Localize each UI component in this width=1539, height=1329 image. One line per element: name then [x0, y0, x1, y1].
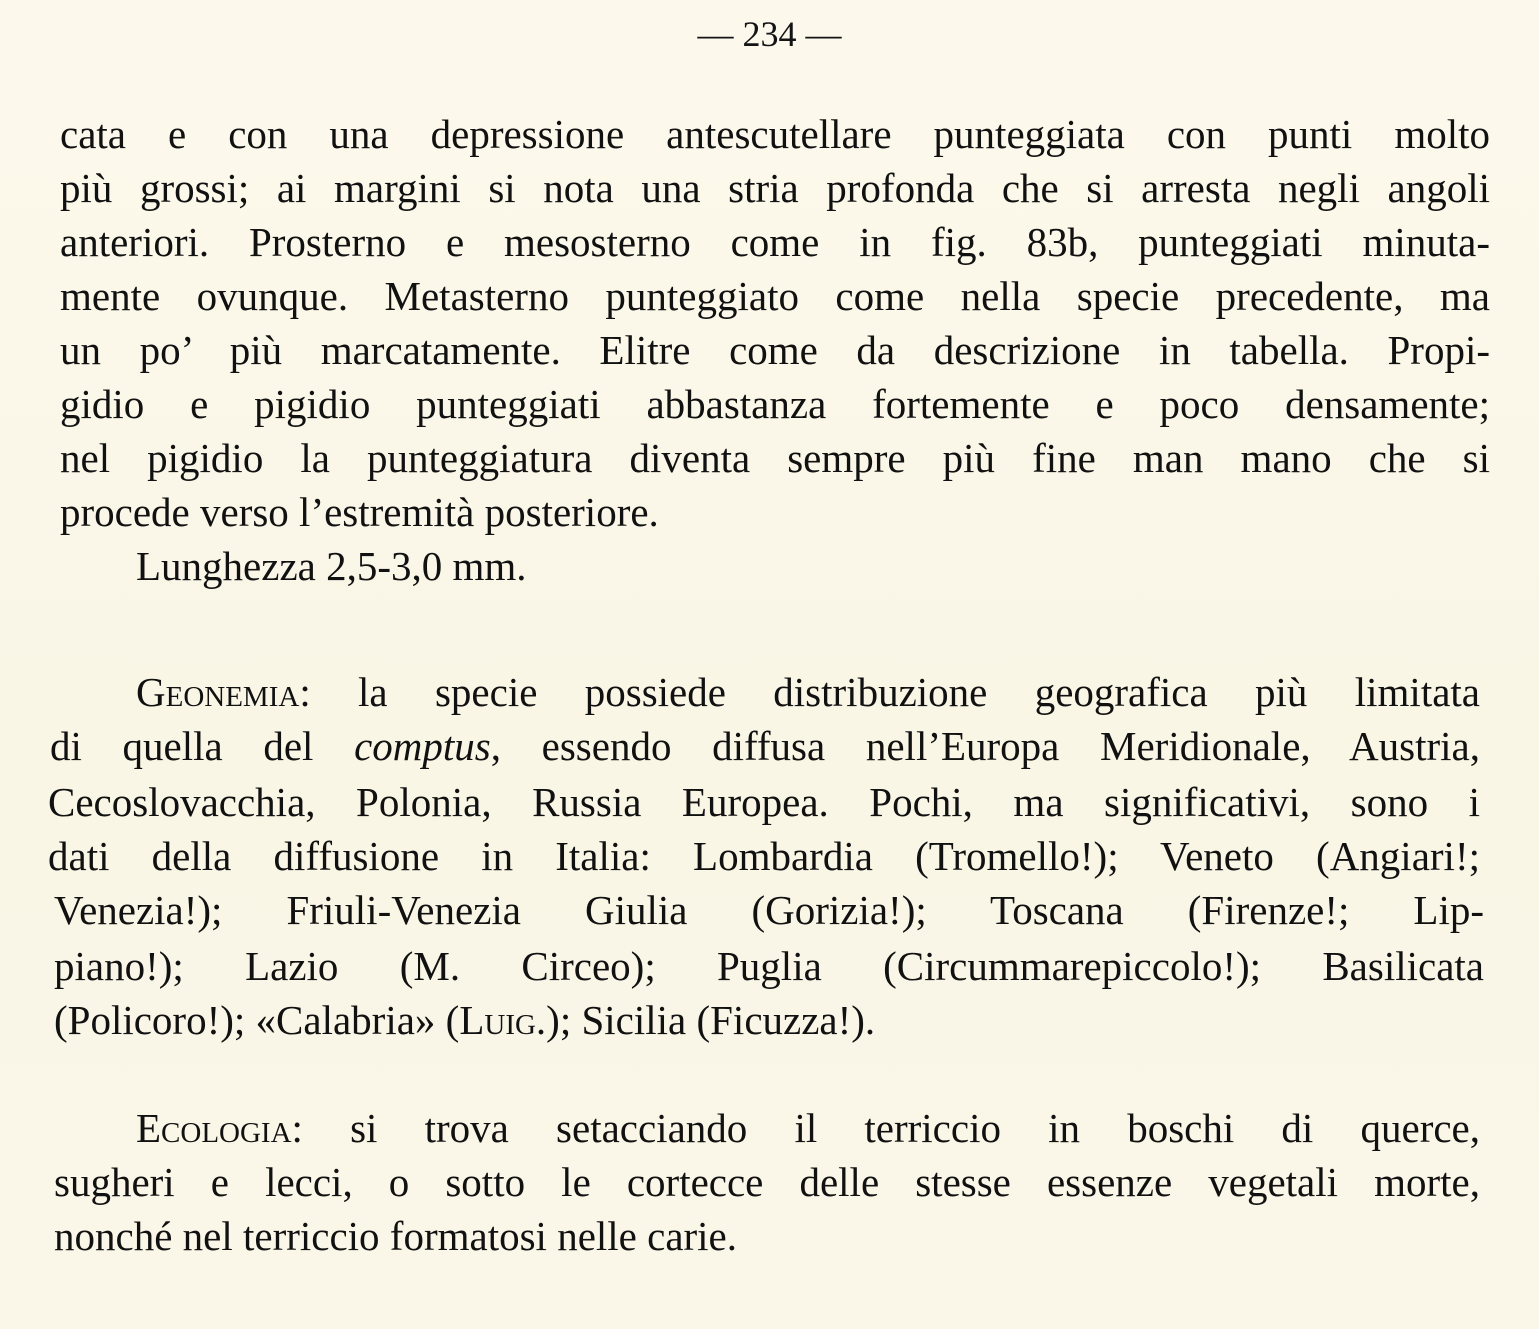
- text-line: nel pigidio la punteggiatura diventa sempre più fine man mano che si: [60, 435, 1490, 481]
- text-line: più grossi; ai margini si nota una stria profonda che si arresta negli angoli: [60, 165, 1490, 211]
- geonemia-heading: Geonemia: [136, 669, 300, 715]
- author-abbreviation: Luig: [459, 997, 536, 1043]
- ecologia-heading: Ecologia: [136, 1105, 292, 1151]
- text-line: sugheri e lecci, o sotto le cortecce delle stesse essenze vegetali morte,: [54, 1159, 1480, 1205]
- text-line: un po’ più marcatamente. Elitre come da descrizione in tabella. Propi-: [60, 327, 1490, 373]
- text-line: nonché nel terriccio formatosi nelle carie.: [54, 1213, 738, 1259]
- text-line: dati della diffusione in Italia: Lombardia (Tromello!); Veneto (Angiari!;: [48, 833, 1480, 879]
- ecologia-first-line: [136, 1100, 1480, 1156]
- geonemia-intro-text: : la specie possiede distribuzione geografica più limitata: [299, 669, 1480, 715]
- text-line: mente ovunque. Metasterno punteggiato come nella specie precedente, ma: [60, 273, 1490, 319]
- text-line: Cecoslovacchia, Polonia, Russia Europea. Pochi, ma significativi, sono i: [48, 779, 1480, 825]
- text-line: procede verso l’estremità posteriore.: [60, 489, 659, 535]
- text-line: cata e con una depressione antescutellare punteggiata con punti molto: [60, 111, 1490, 157]
- page-number: — 234 —: [697, 14, 842, 54]
- geonemia-first-line: [136, 664, 1480, 720]
- geonemia-second-line: di quella del comptus, essendo diffusa nell’Europa Meridionale, Austria,: [50, 723, 1480, 769]
- text-line: gidio e pigidio punteggiati abbastanza fortemente e poco densamente;: [60, 381, 1490, 427]
- species-name-italic: comptus: [354, 723, 491, 769]
- ecologia-intro-text: : si trova setacciando il terriccio in boschi di querce,: [291, 1105, 1480, 1151]
- geonemia-last-line: (Policoro!); «Calabria» (Luig.); Sicilia (Ficuzza!).: [54, 997, 876, 1043]
- text-line: piano!); Lazio (M. Circeo); Puglia (Circummarepiccolo!); Basilicata: [54, 943, 1484, 989]
- text-line: anteriori. Prosterno e mesosterno come in fig. 83b, punteggiati minuta-: [60, 219, 1490, 265]
- text-line: Venezia!); Friuli-Venezia Giulia (Gorizia!); Toscana (Firenze!; Lip-: [54, 887, 1484, 933]
- length-measurement: Lunghezza 2,5-3,0 mm.: [136, 543, 527, 589]
